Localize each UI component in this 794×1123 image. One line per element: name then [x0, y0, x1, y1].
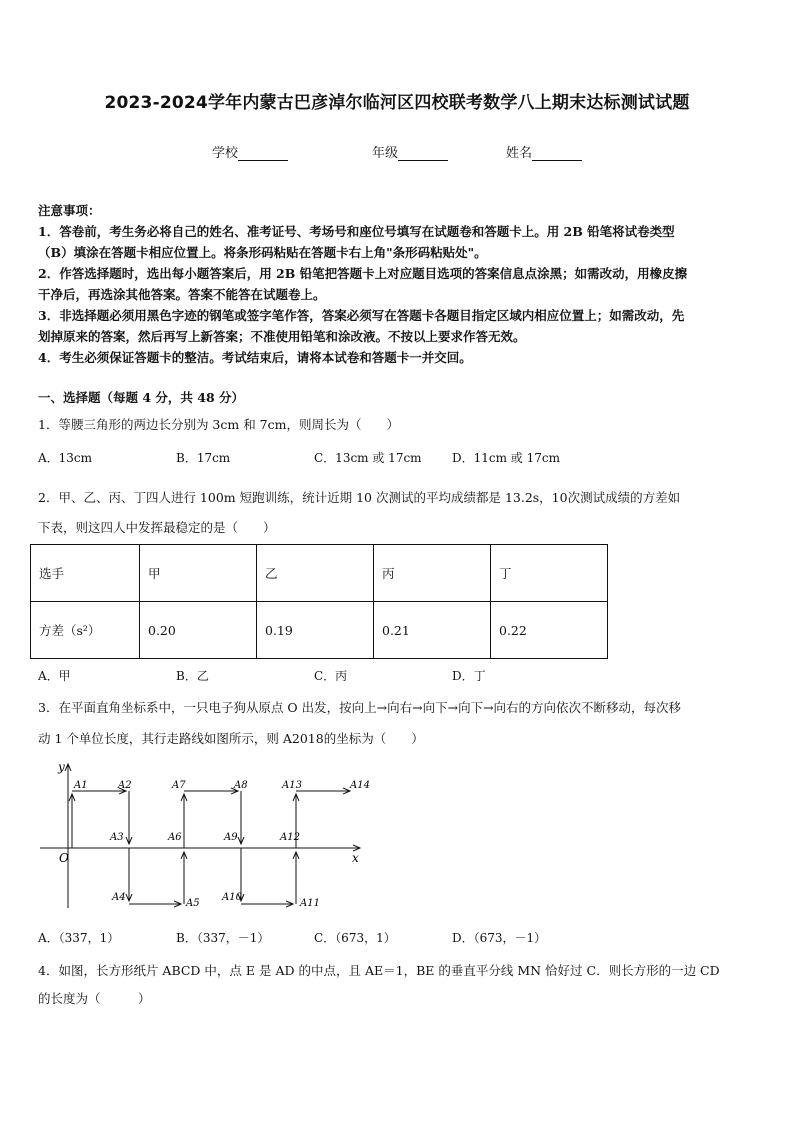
notice-line: 划掉原来的答案，然后再写上新答案；不准使用铅笔和涂改液。不按以上要求作答无效。 [38, 329, 526, 344]
name-field[interactable] [506, 142, 582, 161]
point-label: A11 [300, 898, 320, 909]
table-cell: 选手 [31, 545, 140, 602]
point-label: A14 [350, 780, 370, 791]
notice-line: 2．作答选择题时，选出每小题答案后，用 2B 铅笔把答题卡上对应题目选项的答案信息点涂黑；如需改动，用橡皮擦 [38, 266, 688, 281]
point-label: A9 [224, 832, 238, 843]
q3-option-c[interactable]: C．（673，1） [314, 931, 396, 945]
name-label: 姓名 [506, 146, 533, 161]
school-field[interactable] [212, 142, 288, 161]
point-label: A4 [112, 892, 126, 903]
notice-line: （B）填涂在答题卡相应位置上。将条形码粘贴在答题卡右上角"条形码粘贴处"。 [38, 245, 487, 260]
table-cell: 0.22 [491, 602, 608, 659]
notice-line: 1．答卷前，考生务必将自己的姓名、准考证号、考场号和座位号填写在试题卷和答题卡上。用 2B 铅笔将试卷类型 [38, 224, 675, 239]
q2-option-d[interactable]: D．丁 [452, 669, 486, 683]
page-title: 2023-2024学年内蒙古巴彦淖尔临河区四校联考数学八上期末达标测试试题 [104, 93, 690, 113]
point-label: A1 [74, 780, 88, 791]
q3-stem-cont: 动 1 个单位长度，其行走路线如图所示，则 A2018的坐标为（ ） [38, 731, 424, 746]
point-label: A3 [110, 832, 124, 843]
table-cell: 乙 [257, 545, 374, 602]
variance-table [30, 544, 608, 659]
table-header-row [31, 545, 608, 602]
q3-option-a[interactable]: A．（337，1） [38, 931, 120, 945]
point-label: A5 [186, 898, 200, 909]
table-cell: 0.20 [140, 602, 257, 659]
path-figure [38, 758, 378, 918]
q1-option-b[interactable]: B．17cm [176, 451, 231, 465]
point-label: A10 [222, 892, 242, 903]
q3-stem: 3．在平面直角坐标系中，一只电子狗从原点 O 出发，按向上→向右→向下→向下→向右的方向依次不断移动，每次移 [38, 700, 682, 715]
table-row [31, 602, 608, 659]
point-label: A6 [168, 832, 182, 843]
point-label: A2 [118, 780, 132, 791]
point-label: A12 [280, 832, 300, 843]
notice-line: 4．考生必须保证答题卡的整洁。考试结束后，请将本试卷和答题卡一并交回。 [38, 350, 472, 365]
notice-line: 干净后，再选涂其他答案。答案不能答在试题卷上。 [38, 287, 326, 302]
x-axis-label: x [352, 851, 359, 865]
table-cell: 甲 [140, 545, 257, 602]
notice-line: 3．非选择题必须用黑色字迹的钢笔或签字笔作答，答案必须写在答题卡各题目指定区域内相应位置上；如需改动，先 [38, 308, 685, 323]
y-axis-label: y [58, 760, 65, 774]
q1-option-c[interactable]: C．13cm 或 17cm [314, 451, 422, 465]
table-cell: 0.19 [257, 602, 374, 659]
point-labels [73, 780, 370, 909]
notice-heading: 注意事项： [38, 203, 101, 218]
table-cell: 0.21 [374, 602, 491, 659]
q1-option-a[interactable]: A．13cm [38, 451, 93, 465]
q2-option-b[interactable]: B．乙 [176, 669, 209, 683]
grade-label: 年级 [372, 146, 399, 161]
section-heading: 一、选择题（每题 4 分，共 48 分） [38, 390, 245, 405]
q4-stem: 4．如图，长方形纸片 ABCD 中，点 E 是 AD 的中点，且 AE＝1，BE 的垂直平分线 MN 恰好过 C．则长方形的一边 CD [38, 963, 720, 978]
q3-option-b[interactable]: B．（337，－1） [176, 931, 270, 945]
table-cell: 丙 [374, 545, 491, 602]
q4-stem-cont: 的长度为（ ） [38, 991, 151, 1006]
q1-option-d[interactable]: D．11cm 或 17cm [452, 451, 560, 465]
origin-label: O [59, 851, 69, 865]
q2-option-c[interactable]: C．丙 [314, 669, 348, 683]
point-label: A8 [234, 780, 248, 791]
school-label: 学校 [212, 146, 239, 161]
q2-stem: 2．甲、乙、丙、丁四人进行 100m 短跑训练，统计近期 10 次测试的平均成绩都是 13.2s，10次测试成绩的方差如 [38, 490, 681, 505]
grade-field[interactable] [372, 142, 448, 161]
point-label: A13 [282, 780, 302, 791]
q2-stem-cont: 下表，则这四人中发挥最稳定的是（ ） [38, 520, 276, 535]
q3-option-d[interactable]: D．（673，－1） [452, 931, 547, 945]
table-cell: 方差（s²） [31, 602, 140, 659]
point-label: A7 [172, 780, 186, 791]
q2-option-a[interactable]: A．甲 [38, 669, 71, 683]
q1-stem: 1．等腰三角形的两边长分别为 3cm 和 7cm，则周长为（ ） [38, 417, 399, 432]
table-cell: 丁 [491, 545, 608, 602]
